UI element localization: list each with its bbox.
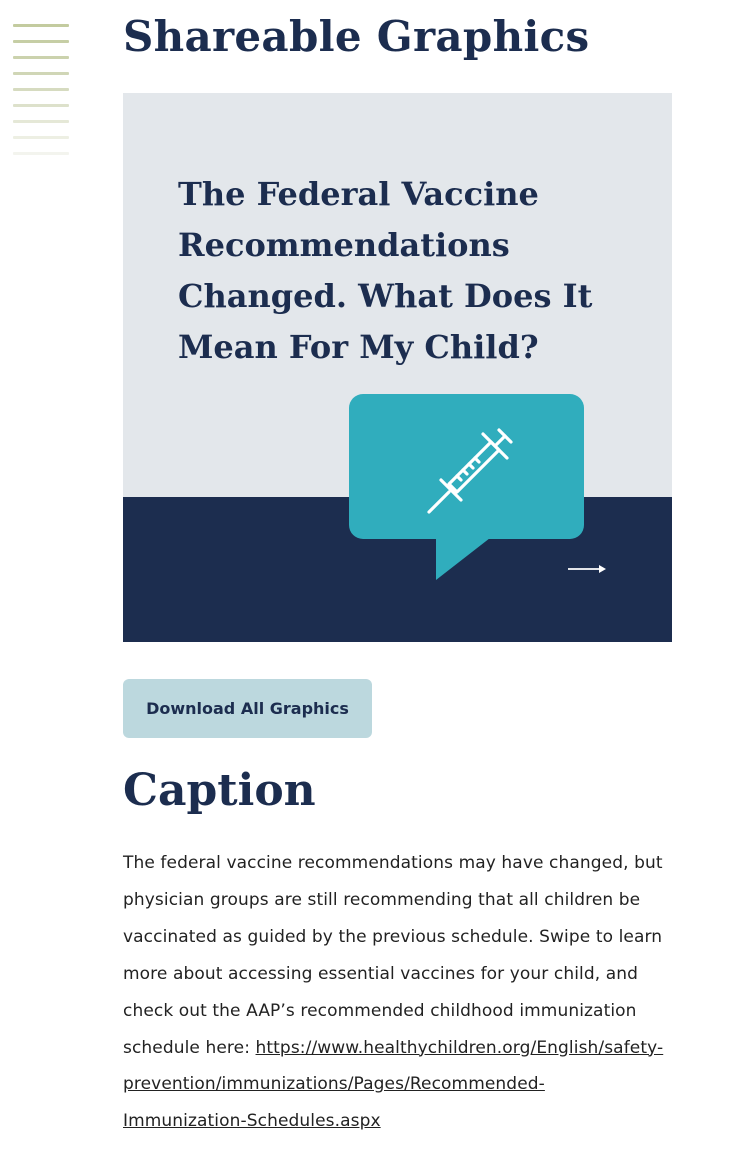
shareable-graphic-image[interactable] <box>123 93 672 642</box>
menu-line <box>13 72 69 75</box>
caption-body: The federal vaccine recommendations may have changed, but physician groups are still recommending that all children be vaccinated as guided by the previous schedule. Swipe to learn more about accessing essential vaccines for your child, and check out the AAP’s recommended childhood immunization schedule here: <box>123 853 663 1058</box>
speech-bubble-tail <box>436 538 490 580</box>
page-title: Shareable Graphics <box>123 12 590 61</box>
menu-line <box>13 120 69 123</box>
download-all-graphics-button[interactable]: Download All Graphics <box>123 679 372 738</box>
menu-line <box>13 88 69 91</box>
menu-line <box>13 104 69 107</box>
menu-line <box>13 24 69 27</box>
menu-line <box>13 152 69 155</box>
caption-text <box>123 845 668 1140</box>
menu-line <box>13 40 69 43</box>
caption-heading: Caption <box>123 765 316 816</box>
graphic-headline: The Federal Vaccine Recommendations Changed. What Does It Mean For My Child? <box>178 175 593 366</box>
menu-line <box>13 56 69 59</box>
syringe-icon <box>423 418 523 518</box>
menu-line <box>13 136 69 139</box>
immunization-schedule-link[interactable]: https://www.healthychildren.org/English/safety-prevention/immunizations/Pages/Recommended-Immunization-Schedules.aspx <box>123 1037 664 1132</box>
arrow-right-icon <box>567 563 607 575</box>
